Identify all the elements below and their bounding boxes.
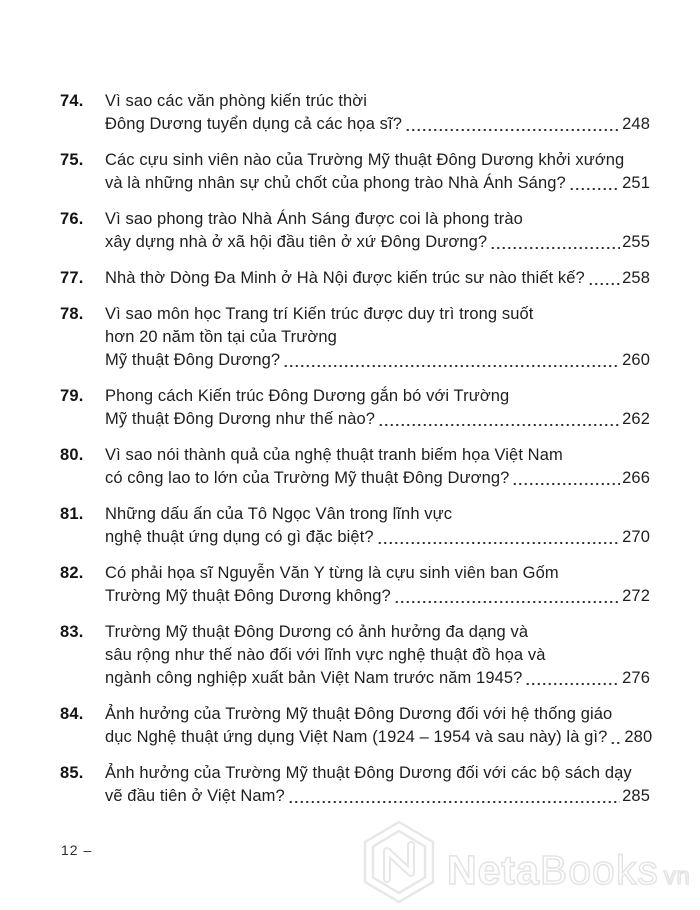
toc-item-question	[105, 90, 650, 136]
netabooks-logo	[360, 817, 694, 905]
toc-item-number: 75.	[60, 151, 84, 169]
dot-leader	[405, 113, 620, 136]
toc-item	[60, 267, 650, 290]
toc-item-question	[105, 149, 650, 195]
toc-question-text: Nhà thờ Dòng Đa Minh ở Hà Nội được kiến trúc sư nào thiết kế?	[105, 269, 585, 287]
toc-item	[60, 149, 650, 195]
toc-item	[60, 621, 650, 690]
toc-entry-page-number: 280	[624, 728, 653, 746]
toc-question-last-line	[105, 408, 650, 431]
toc-item-number: 79.	[60, 387, 84, 405]
toc-entry-page-number: 285	[622, 787, 650, 805]
toc-item-question	[105, 267, 650, 290]
toc-question-line: Vì sao môn học Trang trí Kiến trúc được duy trì trong suốt	[105, 305, 534, 323]
toc-entry-page-number: 272	[622, 587, 650, 605]
dot-leader	[588, 267, 620, 290]
toc-item-question	[105, 385, 650, 431]
toc-entry-page-number: 262	[622, 410, 650, 428]
toc-item	[60, 90, 650, 136]
toc-question-line: Có phải họa sĩ Nguyễn Văn Y từng là cựu sinh viên ban Gốm	[105, 564, 559, 582]
toc-question-last-line	[105, 526, 650, 549]
toc-question-line: Ảnh hưởng của Trường Mỹ thuật Đông Dương đối với hệ thống giáo	[105, 705, 613, 723]
toc-item-question	[105, 208, 650, 254]
toc-item-number: 77.	[60, 269, 84, 287]
toc-item-number: 81.	[60, 505, 84, 523]
toc-entry-page-number: 266	[622, 469, 650, 487]
toc-question-line: sâu rộng như thế nào đối với lĩnh vực nghệ thuật đồ họa và	[105, 646, 546, 664]
toc-item	[60, 703, 653, 749]
toc-question-last-line	[105, 231, 650, 254]
toc-item	[60, 385, 650, 431]
toc-item	[60, 208, 650, 254]
toc-question-last-line	[105, 667, 650, 690]
table-of-contents	[60, 90, 653, 821]
toc-question-line: Phong cách Kiến trúc Đông Dương gắn bó với Trường	[105, 387, 510, 405]
toc-entry-page-number: 258	[622, 269, 650, 287]
toc-item-number: 76.	[60, 210, 84, 228]
toc-question-text: Đông Dương tuyển dụng cả các họa sĩ?	[105, 115, 402, 133]
toc-question-last-line	[105, 585, 650, 608]
n-glyph-icon	[387, 845, 411, 879]
toc-question-line: hơn 20 năm tồn tại của Trường	[105, 328, 337, 346]
dot-leader	[512, 467, 620, 490]
toc-item-question	[105, 621, 650, 690]
toc-item	[60, 762, 650, 808]
toc-item-number: 82.	[60, 564, 84, 582]
toc-question-line: Vì sao các văn phòng kiến trúc thời	[105, 92, 367, 110]
toc-question-line: Những dấu ấn của Tô Ngọc Vân trong lĩnh vực	[105, 505, 453, 523]
toc-item-question	[105, 503, 650, 549]
dot-leader	[490, 231, 620, 254]
toc-question-last-line	[105, 172, 650, 195]
netabooks-watermark	[360, 817, 694, 905]
toc-entry-page-number: 260	[622, 351, 650, 369]
hexagon-icon	[365, 822, 433, 902]
toc-item-number: 78.	[60, 305, 84, 323]
toc-item-question	[105, 762, 650, 808]
toc-item-question	[105, 703, 653, 749]
toc-item	[60, 444, 650, 490]
toc-question-text: và là những nhân sự chủ chốt của phong trào Nhà Ánh Sáng?	[105, 174, 566, 192]
toc-question-last-line	[105, 785, 650, 808]
dot-leader	[377, 526, 620, 549]
dot-leader	[525, 667, 620, 690]
toc-question-text: Mỹ thuật Đông Dương như thế nào?	[105, 410, 376, 428]
toc-question-last-line	[105, 113, 650, 136]
hexagon-inner-icon	[373, 831, 425, 893]
dot-leader	[283, 349, 620, 372]
toc-question-line: Trường Mỹ thuật Đông Dương có ảnh hưởng đa dạng và	[105, 623, 529, 641]
toc-item	[60, 562, 650, 608]
toc-item	[60, 303, 650, 372]
toc-question-text: dục Nghệ thuật ứng dụng Việt Nam (1924 – 1954 và sau này) là gì?	[105, 728, 608, 746]
toc-item-number: 80.	[60, 446, 84, 464]
toc-question-line: Ảnh hưởng của Trường Mỹ thuật Đông Dương đối với các bộ sách dạy	[105, 764, 632, 782]
toc-question-last-line	[105, 467, 650, 490]
toc-question-text: Trường Mỹ thuật Đông Dương không?	[105, 587, 391, 605]
dot-leader	[610, 726, 622, 749]
n-glyph-icon-inner	[387, 845, 411, 879]
toc-item-number: 83.	[60, 623, 84, 641]
toc-item	[60, 503, 650, 549]
toc-question-last-line	[105, 726, 653, 749]
dot-leader	[288, 785, 620, 808]
toc-question-last-line	[105, 349, 650, 372]
toc-question-text: xây dựng nhà ở xã hội đầu tiên ở xứ Đông Dương?	[105, 233, 488, 251]
toc-item-number: 85.	[60, 764, 84, 782]
toc-item-question	[105, 562, 650, 608]
toc-item-number: 84.	[60, 705, 84, 723]
dot-leader	[378, 408, 620, 431]
book-page-number: 12 –	[61, 842, 93, 858]
toc-entry-page-number: 255	[622, 233, 650, 251]
toc-question-text: có công lao to lớn của Trường Mỹ thuật Đông Dương?	[105, 469, 510, 487]
toc-question-line: Vì sao phong trào Nhà Ánh Sáng được coi là phong trào	[105, 210, 523, 228]
toc-question-line: Các cựu sinh viên nào của Trường Mỹ thuật Đông Dương khởi xướng	[105, 151, 625, 169]
toc-entry-page-number: 251	[622, 174, 650, 192]
toc-entry-page-number: 270	[622, 528, 650, 546]
toc-question-text: nghệ thuật ứng dụng có gì đặc biệt?	[105, 528, 374, 546]
toc-question-line: Vì sao nói thành quả của nghệ thuật tranh biếm họa Việt Nam	[105, 446, 563, 464]
dot-leader	[569, 172, 620, 195]
toc-item-number: 74.	[60, 92, 84, 110]
toc-question-text: vẽ đầu tiên ở Việt Nam?	[105, 787, 285, 805]
dot-leader	[394, 585, 620, 608]
netabooks-wordmark: NetaBooks vn	[447, 847, 691, 893]
toc-item-question	[105, 444, 650, 490]
toc-item-question	[105, 303, 650, 372]
toc-question-last-line	[105, 267, 650, 290]
toc-question-text: Mỹ thuật Đông Dương?	[105, 351, 281, 369]
toc-entry-page-number: 248	[622, 115, 650, 133]
toc-entry-page-number: 276	[622, 669, 650, 687]
toc-question-text: ngành công nghiệp xuất bản Việt Nam trước năm 1945?	[105, 669, 523, 687]
